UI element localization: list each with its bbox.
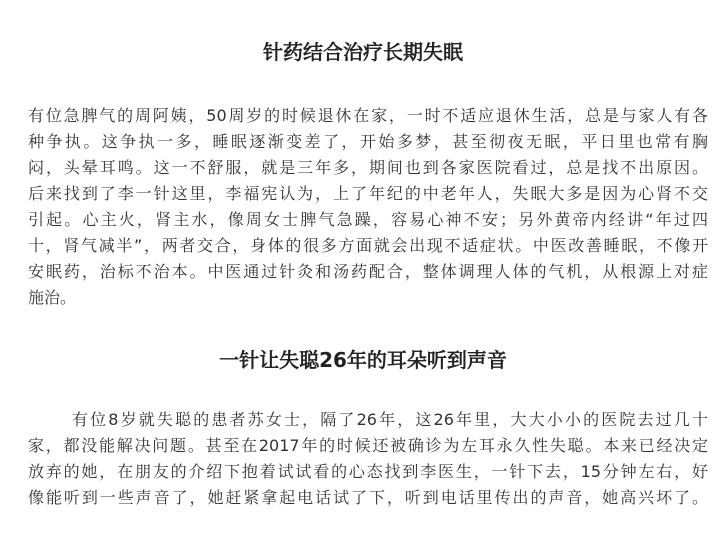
section-title-hearing: 一针让失聪26年的耳朵听到声音 — [219, 348, 507, 372]
paragraph-line: 种争执。这争执一多，睡眠逐渐变差了，开始多梦，甚至彻夜无眠，平日里也常有胸 — [28, 132, 708, 151]
paragraph-line: 安眠药，治标不治本。中医通过针灸和汤药配合，整体调理人体的气机，从根源上对症 — [28, 262, 708, 281]
paragraph-line: 有位急脾气的周阿姨，50周岁的时候退休在家，一时不适应退休生活，总是与家人有各 — [28, 106, 708, 125]
paragraph-line: 放弃的她，在朋友的介绍下抱着试试看的心态找到李医生，一针下去，15分钟左右，好 — [28, 462, 708, 481]
paragraph-line: 引起。心主火，肾主水，像周女士脾气急躁，容易心神不安；另外黄帝内经讲“年过四 — [28, 210, 708, 229]
paragraph-line: 家，都没能解决问题。甚至在2017年的时候还被确诊为左耳永久性失聪。本来已经决定 — [28, 436, 708, 455]
paragraph-line: 施治。 — [28, 288, 77, 307]
paragraph-line: 后来找到了李一针这里，李福宪认为，上了年纪的中老年人，失眠大多是因为心肾不交 — [28, 184, 708, 203]
paragraph-line: 十，肾气减半”，两者交合，身体的很多方面就会出现不适症状。中医改善睡眠，不像开 — [28, 236, 708, 255]
paragraph-line: 像能听到一些声音了，她赶紧拿起电话试了下，听到电话里传出的声音，她高兴坏了。 — [28, 488, 708, 507]
paragraph-line: 闷，头晕耳鸣。这一不舒服，就是三年多，期间也到各家医院看过，总是找不出原因。 — [28, 158, 708, 177]
section-title-insomnia: 针药结合治疗长期失眠 — [263, 40, 463, 64]
paragraph-line: 有位8岁就失聪的患者苏女士，隔了26年，这26年里，大大小小的医院去过几十 — [72, 410, 708, 429]
paragraph-insomnia — [28, 103, 708, 311]
paragraph-hearing — [28, 407, 708, 511]
